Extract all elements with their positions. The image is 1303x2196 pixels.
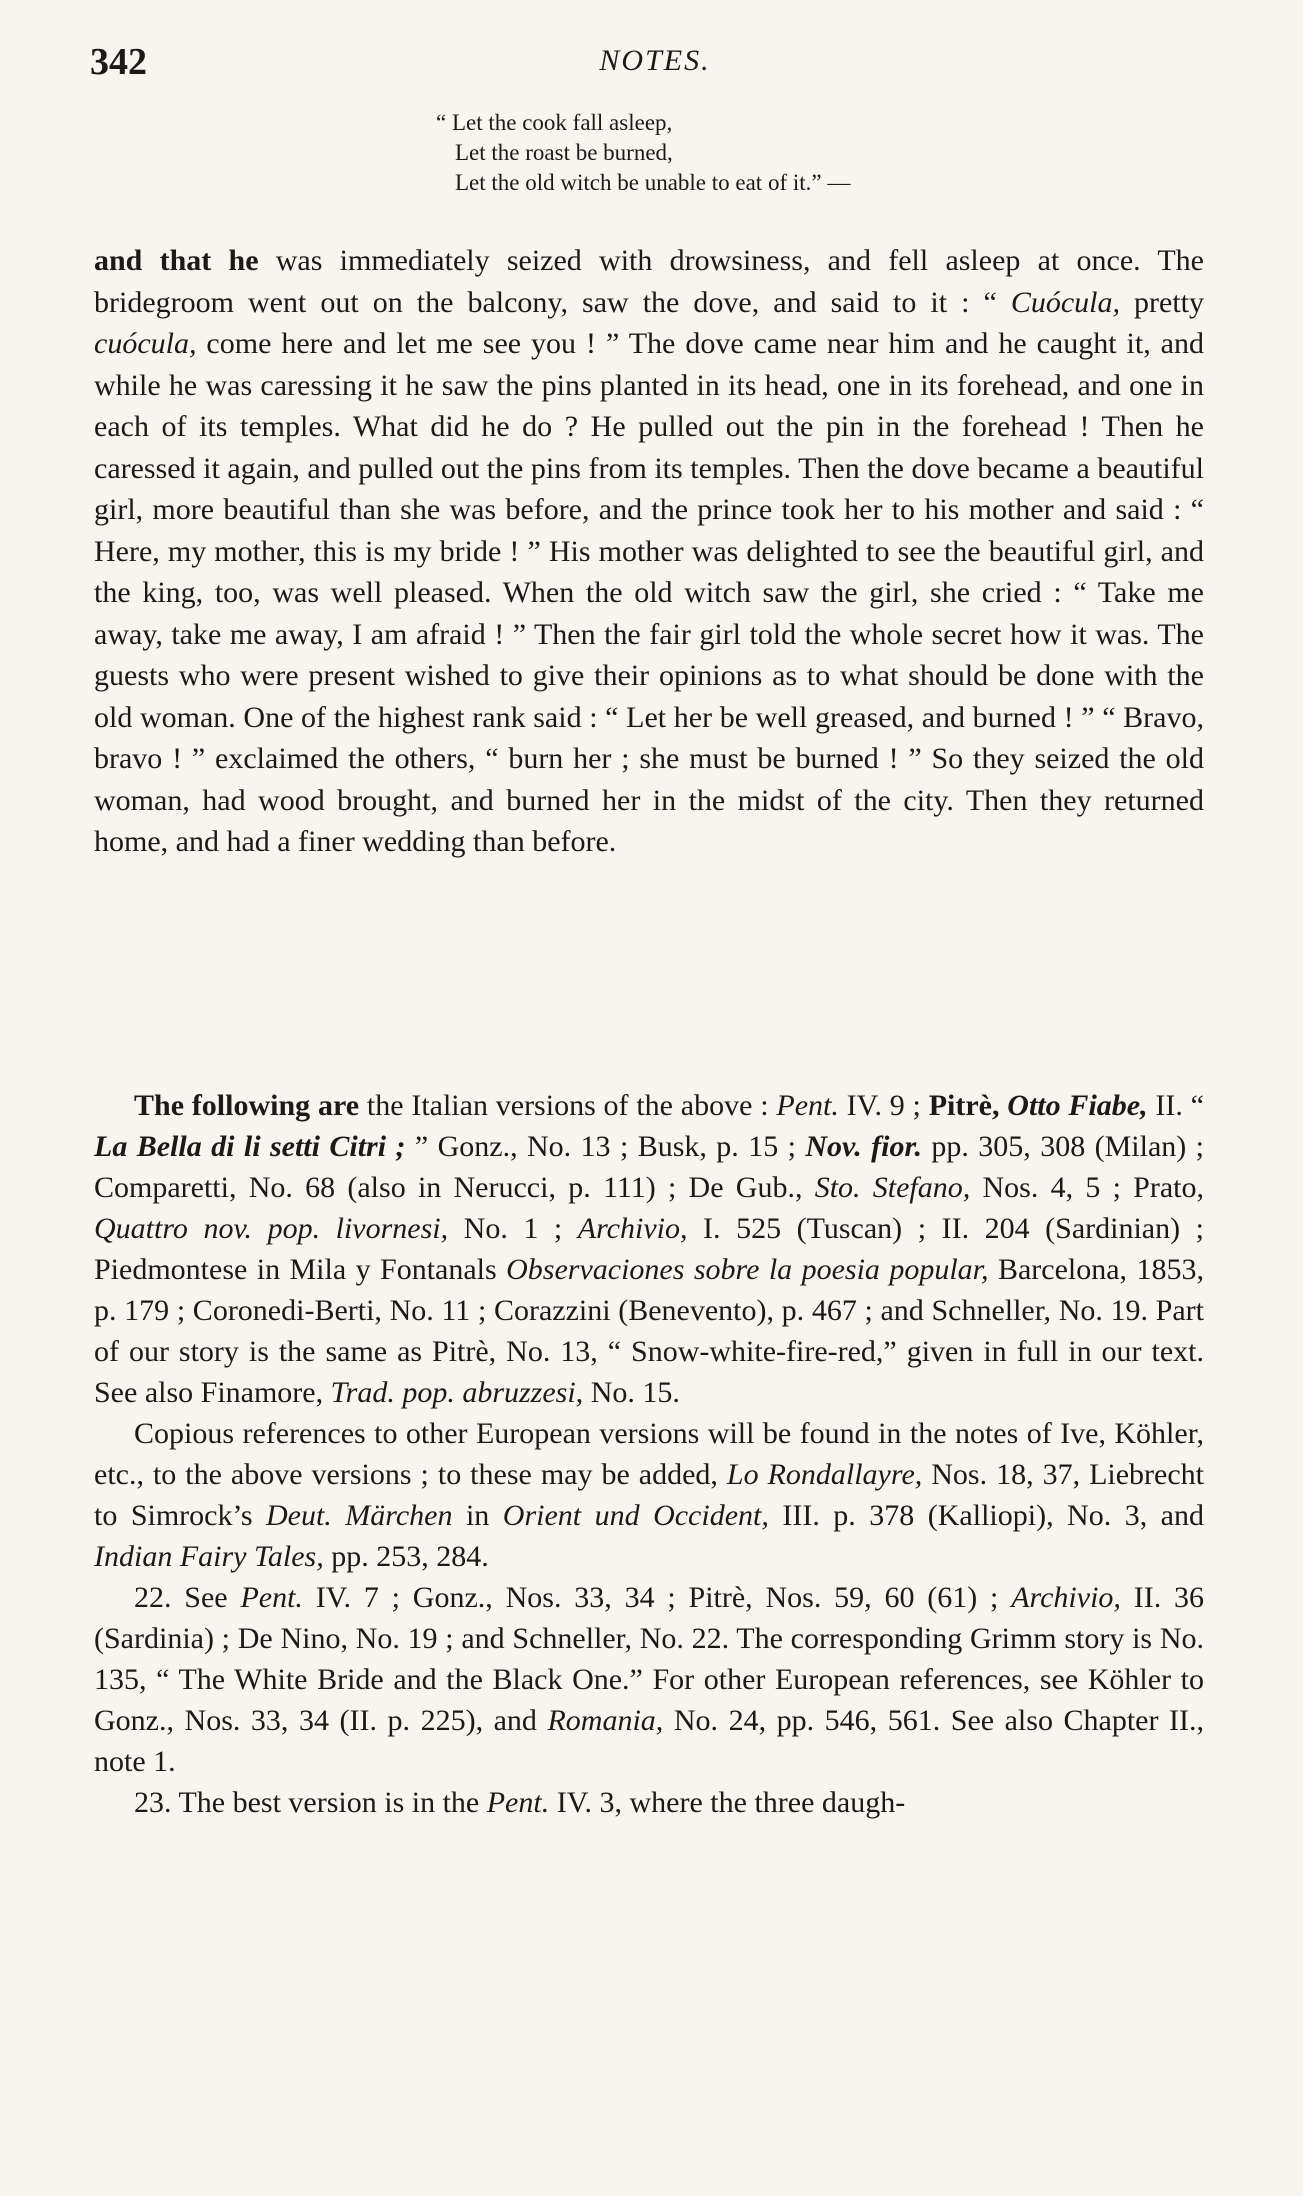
note-european-references: Copious references to other European versions will be found in the notes of Ive, Köhler, etc., to the above versions ; to these may be added, Lo Rondallayre, Nos. 18, 37, Liebrecht to Simrock’s Deut. Märchen in Orient und Occident, III. p. 378 (Kalliopi), No. 3, and Indian Fairy Tales, pp. 253, 284. [94,1417,1205,1573]
notes-section [94,1085,1204,1823]
page-number: 342 [90,41,147,83]
note-italian-versions: The following are the Italian versions of the above : Pent. IV. 9 ; Pitrè, Otto Fiabe, II. “ La Bella di li setti Citri ; ” Gonz., No. 13 ; Busk, p. 15 ; Nov. fior. pp. 305, 308 (Milan) ; Comparetti, No. 68 (also in Nerucci, p. 111) ; De Gub., Sto. Stefano, Nos. 4, 5 ; Prato, Quattro nov. pop. livornesi, No. 1 ; Archivio, I. 525 (Tuscan) ; II. 204 (Sardinian) ; Piedmontese in Mila y Fontanals Observaciones sobre la poesia popular, Barcelona, 1853, p. 179 ; Coronedi-Berti, No. 11 ; Corazzini (Benevento), p. 467 ; and Schneller, No. 19. Part of our story is the same as Pitrè, No. 13, “ Snow-white-fire-red,” given in full in our text. See also Finamore, Trad. pop. abruzzesi, No. 15. [94,1089,1205,1409]
story-paragraph [94,240,1204,863]
verse-line: Let the old witch be unable to eat of it.” — [455,170,851,195]
verse-quote [436,108,850,198]
note-22: 22. See Pent. IV. 7 ; Gonz., Nos. 33, 34 ; Pitrè, Nos. 59, 60 (61) ; Archivio, II. 36 (Sardinia) ; De Nino, No. 19 ; and Schneller, No. 22. The corresponding Grimm story is No. 135, “ The White Bride and the Black One.” For other European references, see Köhler to Gonz., Nos. 33, 34 (II. p. 225), and Romania, No. 24, pp. 546, 561. See also Chapter II., note 1. [94,1581,1205,1778]
note-23: 23. The best version is in the Pent. IV. 3, where the three daugh- [134,1786,906,1819]
story-text: and that he was immediately seized with drowsiness, and fell asleep at once. The bridegroom went out on the balcony, saw the dove, and said to it : “ Cuócula, pretty cuócula, come here and let me see you ! ” The dove came near him and he caught it, and while he was caressing it he saw the pins planted in its head, one in its forehead, and one in each of its temples. What did he do ? He pulled out the pin in the forehead ! Then he caressed it again, and pulled out the pins from its temples. Then the dove became a beautiful girl, more beautiful than she was before, and the prince took her to his mother and said : “ Here, my mother, this is my bride ! ” His mother was delighted to see the beautiful girl, and the king, too, was well pleased. When the old witch saw the girl, she cried : “ Take me away, take me away, I am afraid ! ” Then the fair girl told the whole secret how it was. The guests who were present wished to give their opinions as to what should be done with the old woman. One of the highest rank said : “ Let her be well greased, and burned ! ” “ Bravo, bravo ! ” exclaimed the others, “ burn her ; she must be burned ! ” So they seized the old woman, had wood brought, and burned her in the midst of the city. Then they returned home, and had a finer wedding than before. [94,244,1204,858]
page-header [90,40,1220,90]
verse-line: “ Let the cook fall asleep, [436,110,673,135]
verse-line: Let the roast be burned, [455,140,673,165]
running-head: NOTES. [599,44,711,77]
